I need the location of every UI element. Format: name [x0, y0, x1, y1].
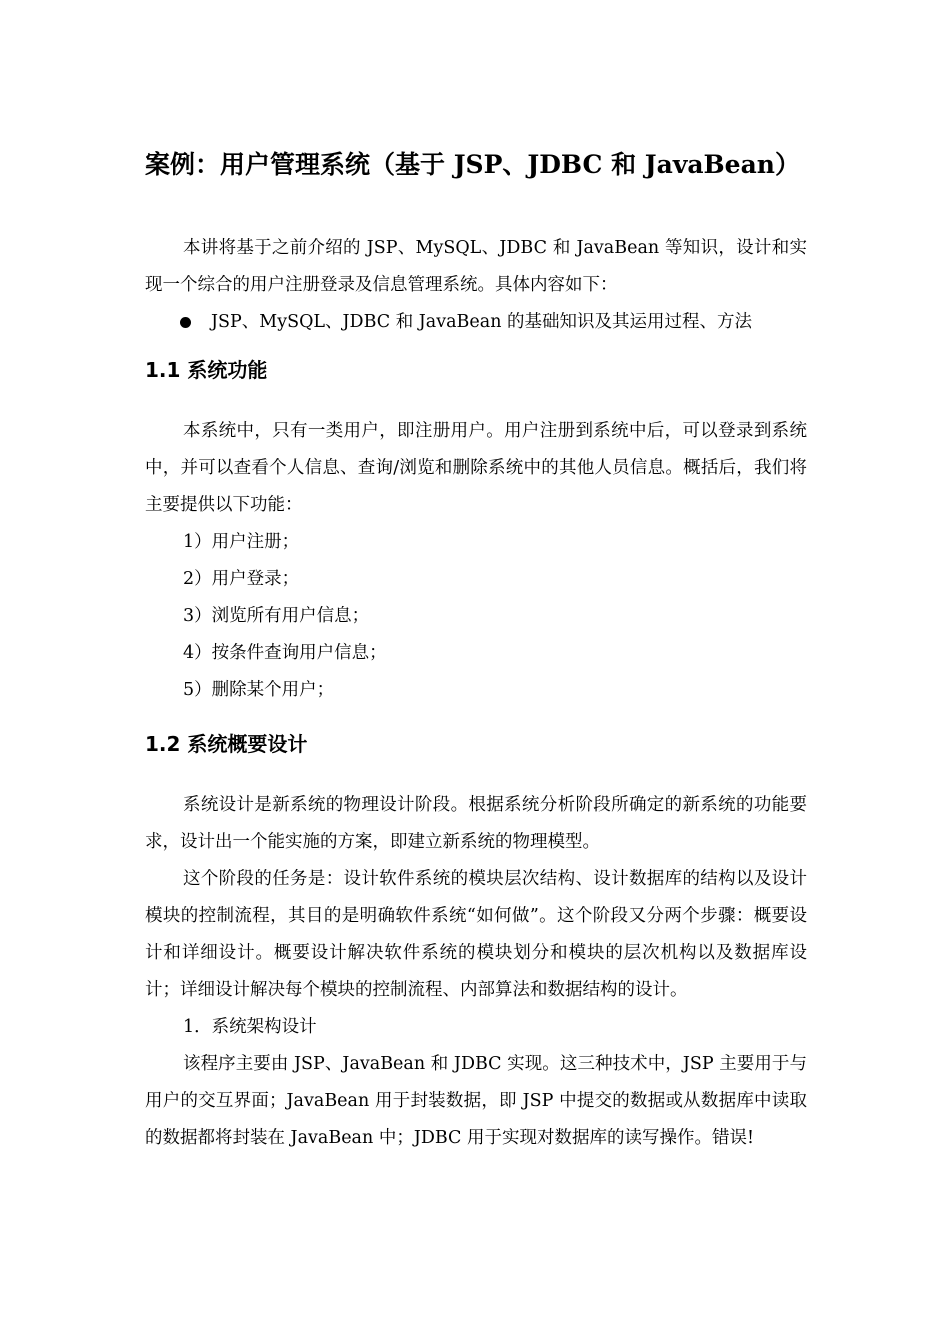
- bullet-item: [145, 304, 807, 341]
- section2-paragraph: 该程序主要由 JSP、JavaBean 和 JDBC 实现。这三种技术中，JSP 主要用于与用户的交互界面；JavaBean 用于封装数据，即 JSP 中提交的数据或从数据库中读取的数据都将封装在 JavaBean 中；JDBC 用于实现对数据库的读写操作。错误!: [145, 1054, 807, 1148]
- function-list-item: 5）删除某个用户；: [183, 680, 335, 700]
- section-number: 1.1: [145, 358, 181, 382]
- section-number: 1.2: [145, 732, 181, 756]
- section-title: 系统概要设计: [187, 732, 308, 756]
- bullet-item-text: JSP、MySQL、JDBC 和 JavaBean 的基础知识及其运用过程、方法: [211, 312, 753, 332]
- section2-paragraph: 这个阶段的任务是：设计软件系统的模块层次结构、设计数据库的结构以及设计模块的控制流程，其目的是明确软件系统“如何做”。这个阶段又分两个步骤：概要设计和详细设计。概要设计解决软件系统的模块划分和模块的层次机构以及数据库设计；详细设计解决每个模块的控制流程、内部算法和数据结构的设计。: [145, 869, 807, 1000]
- section-title: 系统功能: [187, 358, 268, 382]
- document-title: 案例：用户管理系统（基于 JSP、JDBC 和 JavaBean）: [145, 150, 800, 179]
- intro-paragraph: 本讲将基于之前介绍的 JSP、MySQL、JDBC 和 JavaBean 等知识，设计和实现一个综合的用户注册登录及信息管理系统。具体内容如下：: [145, 238, 807, 295]
- function-list-item: 4）按条件查询用户信息；: [183, 643, 387, 663]
- document-body: [145, 145, 807, 1157]
- subsection-heading: 1．系统架构设计: [183, 1017, 317, 1037]
- bullet-dot-icon: [180, 317, 191, 328]
- function-list-item: 1）用户注册；: [183, 532, 300, 552]
- section2-paragraph: 系统设计是新系统的物理设计阶段。根据系统分析阶段所确定的新系统的功能要求，设计出一个能实施的方案，即建立新系统的物理模型。: [145, 795, 807, 852]
- section-heading-1-2: [145, 729, 807, 759]
- function-list-item: 2）用户登录；: [183, 569, 300, 589]
- section1-paragraph: 本系统中，只有一类用户，即注册用户。用户注册到系统中后，可以登录到系统中，并可以查看个人信息、查询/浏览和删除系统中的其他人员信息。概括后，我们将主要提供以下功能：: [145, 421, 807, 515]
- function-list-item: 3）浏览所有用户信息；: [183, 606, 370, 626]
- section-heading-1-1: [145, 355, 807, 385]
